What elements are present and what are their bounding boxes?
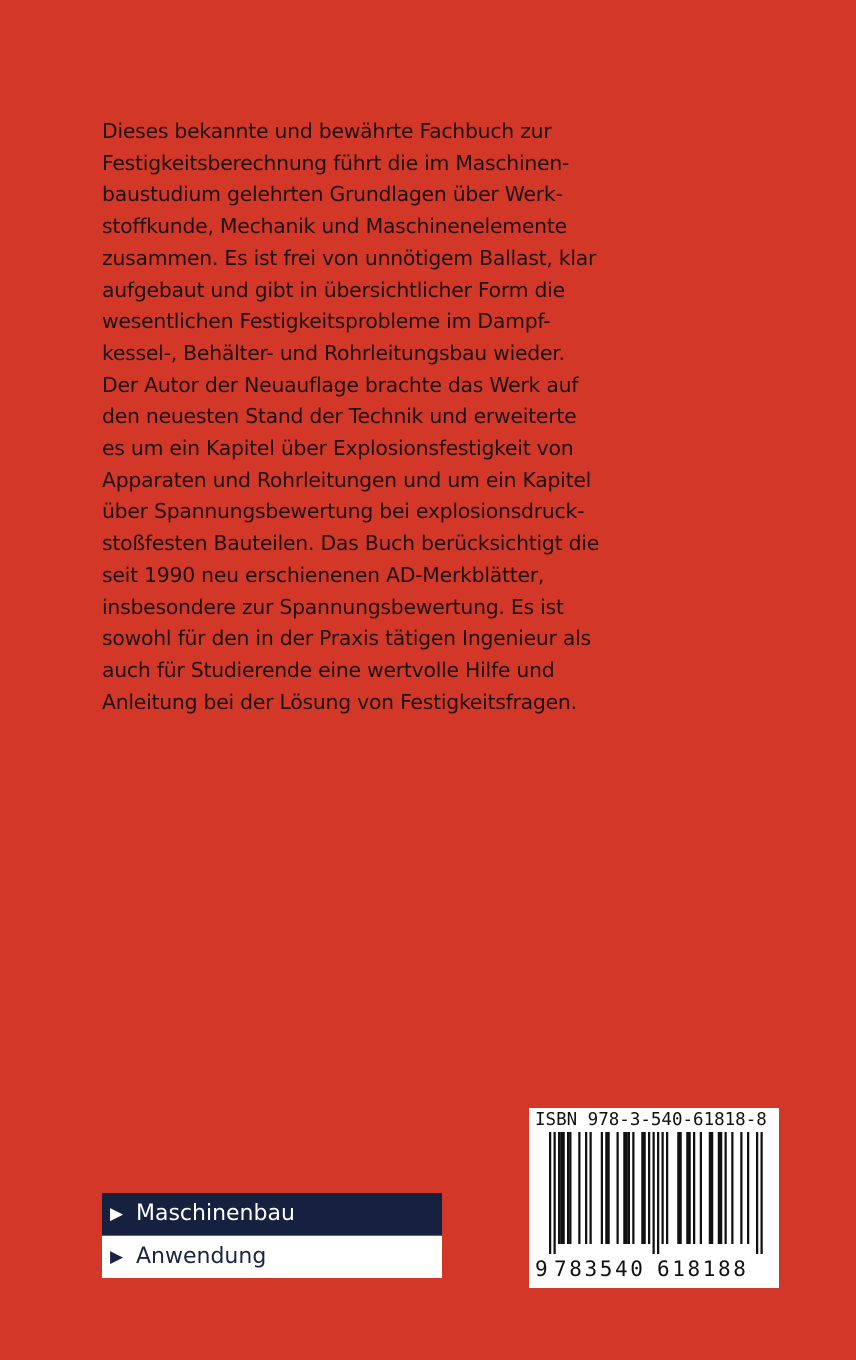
blurb-line: stoffkunde, Mechanik und Maschinenelemente <box>102 214 567 239</box>
barcode-bar <box>666 1132 668 1244</box>
barcode-bar <box>554 1132 556 1254</box>
barcode-bar <box>725 1132 727 1244</box>
barcode-bar <box>601 1132 603 1244</box>
barcode-bar <box>756 1132 758 1254</box>
barcode-bar <box>628 1132 630 1244</box>
barcode-bar <box>662 1132 664 1244</box>
blurb-line: insbesondere zur Spannungsbewertung. Es ist <box>102 594 564 619</box>
barcode-bar <box>626 1132 628 1244</box>
barcode-bar <box>711 1132 713 1244</box>
blurb-line: Der Autor der Neuauflage brachte das Werk auf <box>102 372 579 397</box>
barcode-bar <box>677 1132 679 1244</box>
blurb-line: Anleitung bei der Lösung von Festigkeitsfragen. <box>102 689 577 714</box>
barcode-bar <box>761 1132 763 1254</box>
blurb-line: es um ein Kapitel über Explosionsfestigkeit von <box>102 436 574 461</box>
barcode-bar <box>567 1132 569 1244</box>
isbn-barcode-box <box>529 1108 779 1288</box>
barcode-bar <box>617 1132 619 1244</box>
triangle-arrow-icon: ▶ <box>110 1204 124 1224</box>
category-label: Maschinenbau <box>136 1201 295 1226</box>
blurb-line: auch für Studierende eine wertvolle Hilfe und <box>102 657 555 682</box>
barcode-bar <box>623 1132 625 1244</box>
blurb-line: den neuesten Stand der Technik und erweiterte <box>102 404 577 429</box>
barcode-bar <box>585 1132 587 1244</box>
category-tag-anwendung <box>102 1236 442 1278</box>
blurb-line: sowohl für den in der Praxis tätigen Ingenieur als <box>102 626 591 651</box>
barcode-digit-prefix: 9 <box>535 1257 548 1281</box>
barcode-bar <box>563 1132 565 1244</box>
barcode-bar <box>718 1132 720 1244</box>
barcode-graphic <box>535 1132 773 1254</box>
blurb-line: zusammen. Es ist frei von unnötigem Ballast, klar <box>102 245 597 270</box>
blurb-line: Apparaten und Rohrleitungen und um ein Kapitel <box>102 467 592 492</box>
barcode-bar <box>578 1132 580 1244</box>
barcode-bar <box>700 1132 702 1244</box>
back-cover-blurb <box>102 116 602 718</box>
isbn-label: ISBN 978-3-540-61818-8 <box>535 1110 767 1130</box>
barcode-bar <box>590 1132 592 1244</box>
barcode-bar <box>644 1132 646 1244</box>
category-label: Anwendung <box>136 1244 267 1269</box>
blurb-line: stoßfesten Bauteilen. Das Buch berücksichtigt die <box>102 531 599 556</box>
triangle-arrow-icon: ▶ <box>110 1247 124 1267</box>
barcode-bar <box>558 1132 560 1244</box>
blurb-line: baustudium gelehrten Grundlagen über Werk- <box>102 182 563 207</box>
barcode-bar <box>740 1132 742 1244</box>
barcode-bar <box>653 1132 655 1254</box>
blurb-line: kessel-, Behälter- und Rohrleitungsbau wieder. <box>102 340 565 365</box>
barcode-bar <box>709 1132 711 1244</box>
barcode-bar <box>641 1132 643 1244</box>
barcode-bar <box>747 1132 749 1244</box>
barcode-digits-right: 618188 <box>657 1257 749 1281</box>
barcode-bar <box>686 1132 688 1244</box>
barcode-bar <box>731 1132 733 1244</box>
barcode-bar <box>689 1132 691 1244</box>
barcode-bar <box>549 1132 551 1254</box>
blurb-line: Dieses bekannte und bewährte Fachbuch zur <box>102 119 552 143</box>
barcode-bar <box>693 1132 695 1244</box>
barcode-digits-left: 783540 <box>554 1257 646 1281</box>
barcode-bar <box>648 1132 650 1244</box>
barcode-bar <box>560 1132 562 1244</box>
barcode-bar <box>720 1132 722 1244</box>
barcode-bar <box>680 1132 682 1244</box>
blurb-line: wesentlichen Festigkeitsprobleme im Dampf- <box>102 309 551 334</box>
barcode-bar <box>569 1132 571 1244</box>
blurb-line: seit 1990 neu erschienenen AD-Merkblätter, <box>102 562 545 587</box>
barcode-bar <box>657 1132 659 1254</box>
barcode-bar <box>605 1132 607 1244</box>
barcode-bar <box>632 1132 634 1244</box>
category-tag-maschinenbau <box>102 1193 442 1235</box>
blurb-line: Festigkeitsberechnung führt die im Maschinen- <box>102 150 570 175</box>
blurb-line: aufgebaut und gibt in übersichtlicher Form die <box>102 277 565 302</box>
barcode-bar <box>608 1132 610 1244</box>
blurb-line: über Spannungsbewertung bei explosionsdruck- <box>102 499 585 524</box>
